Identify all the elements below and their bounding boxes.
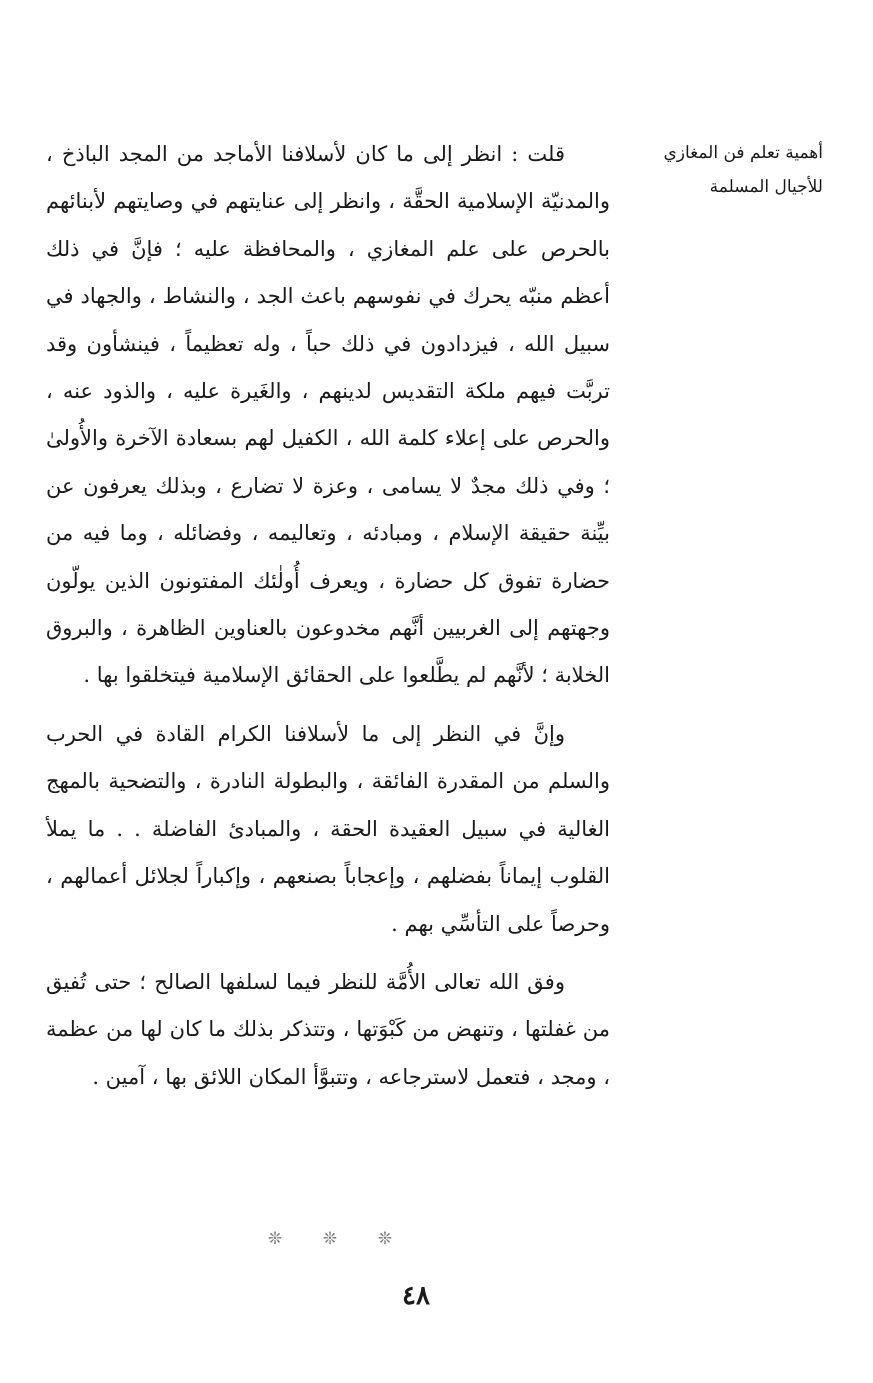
asterism-icon: ❊ [377,1229,393,1249]
paragraph-1: قلت : انظر إلى ما كان لأسلافنا الأماجد من المجد الباذخ ، والمدنيّة الإسلامية الحقَّة ، وانظر إلى عنايتهم في وصايتهم لأبنائهم بالحرص على علم المغازي ، والمحافظة عليه ؛ فإنَّ في ذلك أعظم منبّه يحرك في نفوسهم باعث الجد ، والنشاط ، والجهاد في سبيل الله ، فيزدادون في ذلك حباً ، وله تعظيماً ، فينشأون وقد تربَّت فيهم ملكة التقديس لدينهم ، والغَيرة عليه ، والذود عنه ، والحرص على إعلاء كلمة الله ، الكفيل لهم بسعادة الآخرة والأُولىٰ ؛ وفي ذلك مجدٌ لا يسامى ، وعزة لا تضارع ، وبذلك يعرفون عن بيِّنة حقيقة الإسلام ، ومبادئه ، وتعاليمه ، وفضائله ، وما فيه من حضارة تفوق كل حضارة ، ويعرف أُولٰئك المفتونون الذين يولّون وجهتهم إلى الغربيين أنَّهم مخدوعون بالعناوين الظاهرة ، والبروق الخلابة ؛ لأنَّهم لم يطَّلعوا على الحقائق الإسلامية فيتخلقوا بها . [46,142,610,688]
asterism-icon: ❊ [267,1229,283,1249]
asterism-icon: ❊ [322,1229,338,1249]
section-divider [260,1229,400,1249]
paragraph-2: وإنَّ في النظر إلى ما لأسلافنا الكرام القادة في الحرب والسلم من المقدرة الفائقة ، والبطولة النادرة ، والتضحية بالمهج الغالية في سبيل العقيدة الحقة ، والمبادئ الفاضلة . . ما يملأ القلوب إيماناً بفضلهم ، وإعجاباً بصنعهم ، وإكباراً لجلائل أعمالهم ، وحرصاً على التأسِّي بهم . [46,721,610,936]
margin-note-line-1: أهمية تعلم فن المغازي [663,143,823,163]
margin-note [648,136,823,204]
page-number: ٤٨ [402,1281,430,1311]
main-text [46,131,610,1101]
paragraph-3: وفق الله تعالى الأُمَّة للنظر فيما لسلفها الصالح ؛ حتى تُفيق من غفلتها ، وتنهض من كَبْوَتها ، وتتذكر بذلك ما كان لها من عظمة ، ومجد ، فتعمل لاسترجاعه ، وتتبوَّأ المكان اللائق بها ، آمين . [46,969,610,1089]
margin-note-line-2: للأجيال المسلمة [709,177,823,197]
